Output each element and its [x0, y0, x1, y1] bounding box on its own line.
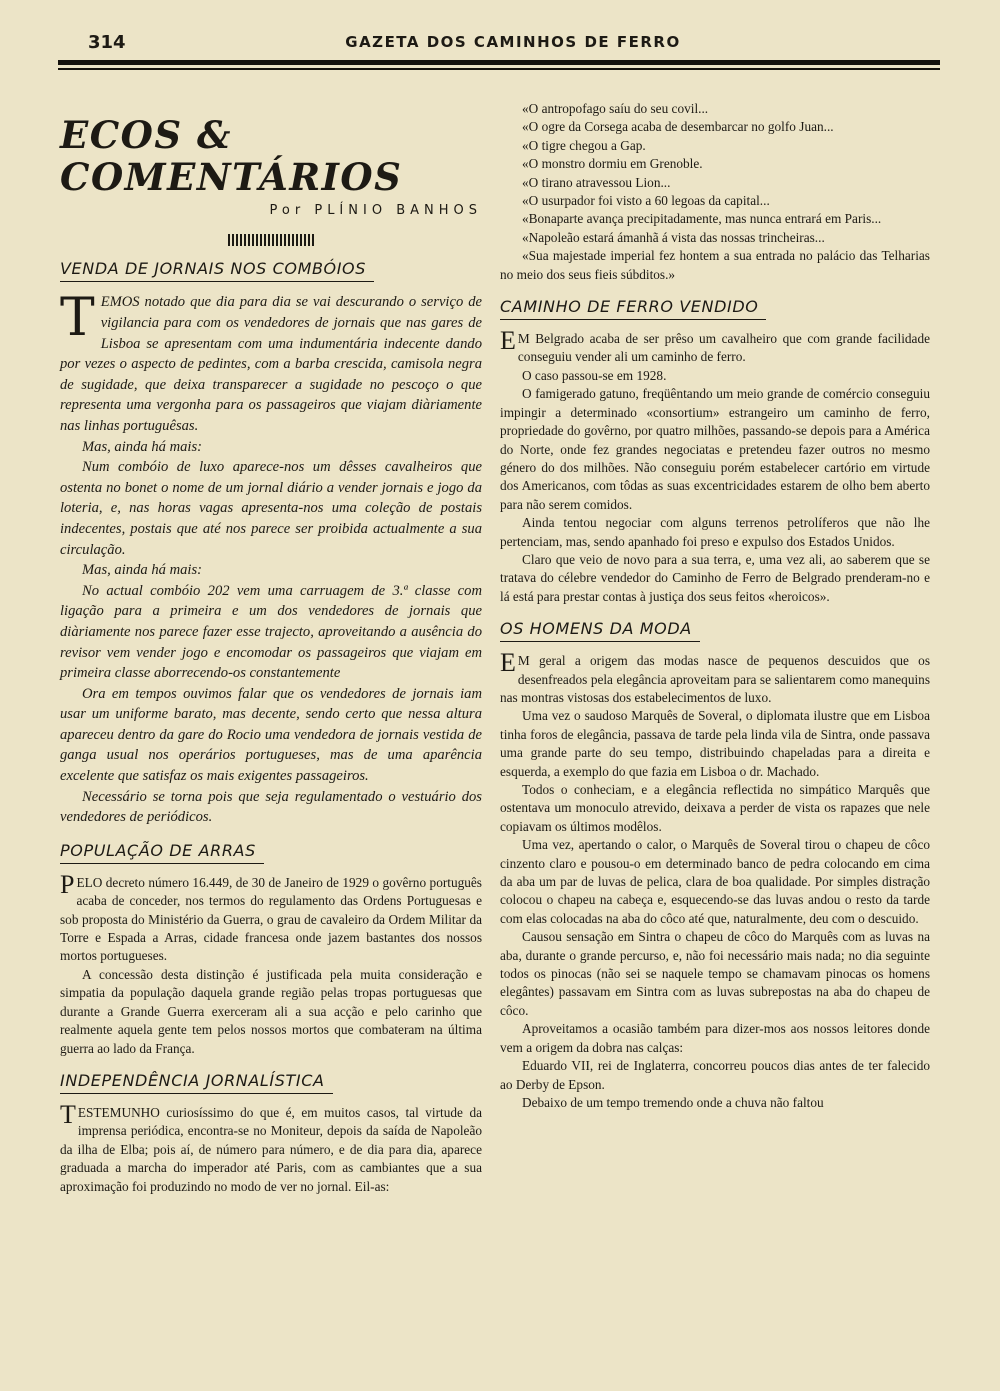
- quote-line: «O monstro dormiu em Grenoble.: [522, 156, 703, 172]
- quote-line: «O tigre chegou a Gap.: [522, 137, 646, 153]
- page-header: [88, 30, 938, 58]
- paragraph: Mas, ainda há mais:: [82, 438, 202, 455]
- paragraph: Eduardo VII, rei de Inglaterra, concorreu poucos dias antes de ter falecido ao Derby de Epson.: [500, 1058, 930, 1092]
- paragraph: No actual combóio 202 vem uma carruagem de 3.ª classe com ligação para a primeira e um dos vendedores de jornais que diàriamente nos parece fazer esse trajecto, aproveitando a ausência do revisor vem vender jogo e encomodar os passageiros que viajam em primeira classe aborrecendo-os constantemente: [60, 582, 482, 682]
- quote-line: «Sua majestade imperial fez hontem a sua entrada no palácio das Telharias no meio dos seus fieis súbditos.»: [500, 248, 930, 282]
- paragraph: [60, 288, 482, 436]
- drop-cap: T: [60, 288, 95, 349]
- moniteur-quotes: [500, 100, 930, 284]
- left-column: [60, 100, 482, 1196]
- quote-line: «Bonaparte avança precipitadamente, mas nunca entrará em Paris...: [522, 211, 882, 227]
- paragraph: Todos o conheciam, e a elegância reflectida no simpático Marquês que ostentava um monoculo atrevido, deixava a perder de vista os rapazes que nele copiavam os últimos modêlos.: [500, 782, 930, 834]
- running-title: GAZETA DOS CAMINHOS DE FERRO: [345, 33, 681, 51]
- paragraph: Num combóio de luxo aparece-nos um dêsses cavalheiros que ostenta no bonet o nome de um jornal diário a vender jornais e jogo da loteria, e, nas horas vagas apresenta-nos uma coleção de postais indecentes, postais que até nos parece ser proibida actualmente a sua circulação.: [60, 459, 482, 558]
- paragraph-text: EMOS notado que dia para dia se vai descurando o serviço de vigilancia para com os vendedores de jornais que nas gares de Lisboa se apresentam com uma indumentária indecente dando por vezes o aspecto de pedintes, com a barba crescida, camisola negra de sugidade, que deixa transparecer a sugidade no pescoço o que representa uma vergonha para os passageiros que viajam diàriamente nas linhas portuguêsas.: [60, 294, 482, 434]
- paragraph: Debaixo de um tempo tremendo onde a chuva não faltou: [522, 1094, 824, 1110]
- page-number: 314: [88, 32, 126, 53]
- paragraph-text: M geral a origem das modas nasce de pequenos descuidos que os desenfreados pela elegância aproveitam para se salientarem como manequins nas montras vistosas dos estabelecimentos de luxo.: [500, 653, 930, 705]
- paragraph: Mas, ainda há mais:: [82, 562, 202, 579]
- paragraph-text: M Belgrado acaba de ser prêso um cavalheiro que com grande facilidade conseguiu vender ali um caminho de ferro.: [517, 331, 930, 365]
- quote-line: «Napoleão estará ámanhã á vista das nossas trincheiras...: [522, 229, 825, 245]
- header-rule: [58, 60, 940, 65]
- right-column: [500, 100, 930, 1112]
- paragraph: Necessário se torna pois que seja regulamentado o vestuário dos vendedores de periódicos.: [60, 788, 482, 826]
- paragraph: A concessão desta distinção é justificada pela muita consideração e simpatia da população daquela grande região pelas tropas portuguesas que durante a Grande Guerra exerceram ali a sua acção e pelo carinho que realmente aquela gente tem pelos nossos mortos que combateram na última guerra ao lado da França.: [60, 966, 482, 1056]
- paragraph: Uma vez, apertando o calor, o Marquês de Soveral tirou o chapeu de côco cinzento claro e pousou-o em determinado banco de pedra colocando em cima da aba um par de luvas de pelica, clara de boa qualidade. Por simples distração colocou o chapeu na cabeça e, esquecendo-se das luvas andou o resto da tarde com elas colocadas na aba do côco até que, naturalmente, deu com o descuido.: [500, 837, 930, 926]
- paragraph: Ora em tempos ouvimos falar que os vendedores de jornais iam usar um uniforme barato, mas decente, sendo certo que nessa altura apareceu dentro da gare do Rocio uma vendedora de jornais vestida de ganga usual nos operários portugueses, mas de uma aparência excelente que satisfaz os mais exigentes passageiros.: [60, 685, 482, 785]
- paragraph: O caso passou-se em 1928.: [522, 367, 667, 383]
- masthead-title: ECOS & COMENTÁRIOS: [60, 113, 403, 199]
- section-heading: OS HOMENS DA MODA: [500, 618, 700, 642]
- byline: Por PLÍNIO BANHOS: [269, 203, 482, 218]
- initial-cap: E: [500, 326, 516, 356]
- article-independencia: [60, 1058, 482, 1196]
- paragraph: O famigerado gatuno, freqüêntando um meio grande de comércio conseguiu impingir a determinado «consortium» estrangeiro um caminho de ferro, propriedade do govêrno, por quatro milhões, passando-se depois para a América do Norte, onde fez grandes negociatas e pretendeu fazer outros no mesmo género do dos milhões. Não conseguiu porém estabelecer cartório em virtude dos Americanos, com tôdas as suas excentricidades estarem de olho bem aberto para não serem comidos.: [500, 386, 930, 512]
- section-heading: VENDA DE JORNAIS NOS COMBÓIOS: [60, 258, 374, 282]
- initial-cap: T: [60, 1099, 76, 1129]
- paragraph: Ainda tentou negociar com alguns terrenos petrolíferos que não lhe pertenciam, mas, sendo apanhado foi preso e expulso dos Estados Unidos.: [500, 515, 930, 549]
- paragraph: Uma vez o saudoso Marquês de Soveral, o diplomata ilustre que em Lisboa tinha foros de elegância, passava de tarde pela linda vila de Sintra, onde passava uma grande parte do seu tempo, distribuindo chapeladas para a direita e esquerda, a exemplo do que fazia em Lisboa o dr. Machado.: [500, 708, 930, 779]
- article-moda: [500, 606, 930, 1112]
- article-caminho: [500, 284, 930, 606]
- paragraph: [500, 326, 930, 367]
- paragraph: Claro que veio de novo para a sua terra, e, uma vez ali, ao saberem que se tratava do célebre vendedor do Caminho de Ferro de Belgrado prenderam-no e lá está para prestar contas à justiça dos seus feitos «heroicos».: [500, 551, 930, 604]
- initial-cap: E: [500, 648, 516, 678]
- paragraph-text: ESTEMUNHO curiosíssimo do que é, em muitos casos, tal virtude da imprensa periódica, encontra-se no Moniteur, depois da saída de Napoleão da ilha de Elba; pois aí, de número para número, e de dia para dia, aparece graduada a marcha do imperador até Paris, com as cambiantes que a sua aproximação foi produzindo no modo de ver no jornal. Eil-as:: [60, 1104, 482, 1194]
- header-rule-thin: [58, 68, 940, 70]
- paragraph: [60, 1099, 482, 1196]
- paragraph-text: ELO decreto número 16.449, de 30 de Janeiro de 1929 o govêrno português acaba de conceder, nos termos do regulamento das Ordens Portuguesas e sob proposta do Ministério da Guerra, o grau de cavaleiro da Ordem Militar da Torre e Espada a Arras, cidade francesa onde jazem bastantes dos nossos mortos portugueses.: [60, 874, 482, 964]
- paragraph: [500, 648, 930, 707]
- initial-cap: P: [60, 869, 75, 899]
- paragraph: [60, 869, 482, 966]
- quote-line: «O tirano atravessou Lion...: [522, 174, 671, 190]
- quote-line: «O antropofago saíu do seu covil...: [522, 101, 709, 116]
- quote-line: «O usurpador foi visto a 60 legoas da capital...: [522, 193, 770, 209]
- quote-line: «O ogre da Corsega acaba de desembarcar no golfo Juan...: [522, 119, 834, 135]
- section-heading: CAMINHO DE FERRO VENDIDO: [500, 296, 766, 320]
- section-heading: INDEPENDÊNCIA JORNALÍSTICA: [60, 1070, 333, 1094]
- paragraph: Aproveitamos a ocasião também para dizer-mos aos nossos leitores donde vem a origem da dobra nas calças:: [500, 1021, 930, 1055]
- article-body: [60, 288, 482, 827]
- article-jornais: [60, 246, 482, 827]
- section-heading: POPULAÇÃO DE ARRAS: [60, 840, 264, 864]
- paragraph: Causou sensação em Sintra o chapeu de côco do Marquês com as luvas na aba, durante o grande percurso, e, não foi necessário mais nada; no dia seguinte todos os pinocas (não sei se naquele tempo se chamavam pinocas os homens elegântes) passavam em Sintra com as luvas subrepostas na aba do chapeu de côco.: [500, 929, 930, 1018]
- ornament-divider: [228, 234, 314, 246]
- article-arras: [60, 828, 482, 1058]
